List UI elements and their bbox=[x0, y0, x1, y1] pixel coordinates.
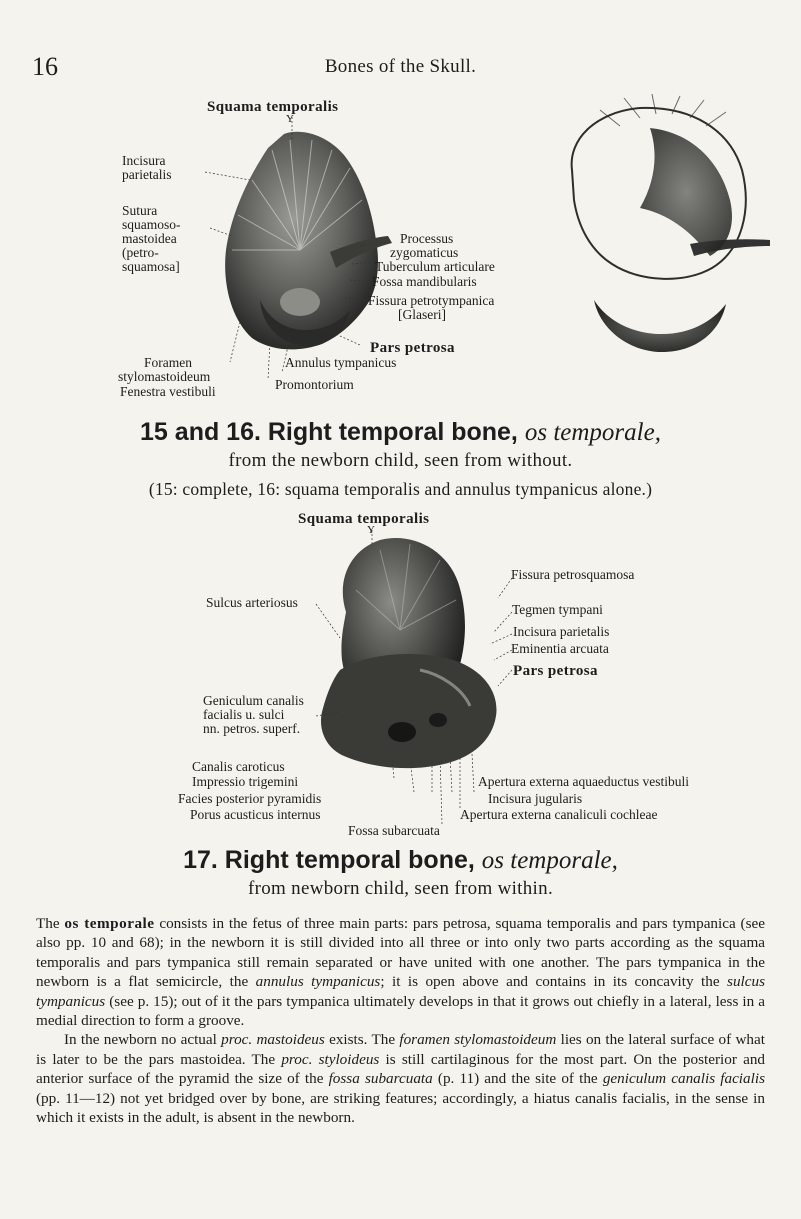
caption-17-main: 17. Right temporal bone, bbox=[183, 846, 475, 874]
fig15-label-sutura-1: Sutura bbox=[122, 203, 158, 218]
p1-term-os-temporale: os temporale bbox=[64, 915, 155, 932]
fig15-label-sutura-2: squamoso- bbox=[122, 217, 181, 232]
body-text bbox=[36, 914, 765, 1127]
p2-text-6: is still cartilaginous for the most part. On the posterior and anterior surface of the pyramid the size of the bbox=[36, 1050, 766, 1088]
fig17-label-sulcus: Sulcus arteriosus bbox=[206, 595, 298, 610]
fig17-pyramid-shape bbox=[321, 654, 497, 768]
p2-text-10: (pp. 11—12) not yet bridged over by bone, are striking features; accordingly, a hiatus canalis facialis, in the sense in which it exists in the adult, is absent in the newborn. bbox=[36, 1089, 765, 1127]
p1-text-4: ; it is open above and contains in its concavity the bbox=[380, 973, 728, 991]
fig17-label-pars-petrosa: Pars petrosa bbox=[513, 663, 598, 679]
fig17-label-apertura-vestibuli: Apertura externa aquaeductus vestibuli bbox=[478, 774, 690, 789]
fig17-label-canalis: Canalis caroticus bbox=[192, 759, 285, 774]
p2-term-proc-styloideus: proc. styloideus bbox=[281, 1050, 380, 1068]
fig17-label-geniculum-1: Geniculum canalis bbox=[203, 693, 304, 708]
figure-17-illustration bbox=[0, 520, 801, 840]
fig15-label-promontorium: Promontorium bbox=[275, 377, 354, 392]
p2-text-0: In the newborn no actual bbox=[64, 1031, 222, 1049]
fig16-squama-fill bbox=[640, 128, 732, 256]
caption-15-16-latin: os temporale, bbox=[524, 419, 661, 446]
p2-text-2: exists. The bbox=[324, 1031, 400, 1049]
fig15-label-foramen-2: stylomastoideum bbox=[118, 369, 211, 384]
caption-17 bbox=[0, 846, 801, 875]
fig17-label-fissura: Fissura petrosquamosa bbox=[511, 567, 635, 582]
fig15-label-sutura-3: mastoidea bbox=[122, 231, 177, 246]
p1-term-annulus: annulus tympanicus bbox=[255, 973, 381, 991]
paragraph-1 bbox=[36, 914, 765, 1030]
fig17-label-impressio: Impressio trigemini bbox=[192, 774, 299, 789]
p2-term-fossa-subarcuata: fossa subarcuata bbox=[328, 1070, 433, 1088]
caption-17-latin: os temporale, bbox=[481, 847, 618, 874]
fig17-label-squama: Squama temporalis bbox=[298, 511, 430, 527]
p1-term-sulcus: sulcus tympanicus bbox=[36, 973, 765, 1010]
fig15-label-fossa: Fossa mandibularis bbox=[372, 274, 477, 289]
p2-term-proc-mastoideus: proc. mastoideus bbox=[221, 1031, 325, 1049]
p1-text-2: consists in the fetus of three main parts: pars petrosa, squama temporalis and pars tympanica (see also pp. 10 and 68); in the newborn it is still divided into all three or into only two parts according as the squama temporalis and pars tympanica still remain separated or have united with one another. The pars tympanica in the newborn is a flat semicircle, the bbox=[36, 915, 765, 991]
fig17-label-incisura-jugularis: Incisura jugularis bbox=[488, 791, 583, 806]
fig15-label-sutura-5: squamosa] bbox=[122, 259, 180, 274]
fig17-label-incisura: Incisura parietalis bbox=[513, 624, 610, 639]
fig15-label-incisura-2: parietalis bbox=[122, 167, 172, 182]
caption-15-16-line3: (15: complete, 16: squama temporalis and annulus tympanicus alone.) bbox=[148, 479, 653, 499]
fig15-label-processus-2: zygomaticus bbox=[390, 245, 459, 260]
fig15-label-y: Y bbox=[286, 113, 294, 125]
fig15-label-squama: Squama temporalis bbox=[207, 99, 339, 115]
p2-text-4: lies on the lateral surface of what is later to be the pars mastoidea. The bbox=[36, 1031, 765, 1068]
fig17-label-eminentia: Eminentia arcuata bbox=[511, 641, 609, 656]
fig15-label-incisura-1: Incisura bbox=[122, 153, 166, 168]
fig17-label-geniculum-3: nn. petros. superf. bbox=[203, 721, 301, 736]
fig17-fossa-subarcuata bbox=[429, 713, 447, 727]
fig17-label-tegmen: Tegmen tympani bbox=[512, 602, 603, 617]
page-number: 16 bbox=[32, 52, 58, 81]
fig16-annulus bbox=[594, 300, 726, 352]
fig15-label-fenestra: Fenestra vestibuli bbox=[120, 384, 216, 399]
p1-text-6: (see p. 15); out of it the pars tympanica ultimately develops in that it grows out chiefly in a lateral, less in a medial direction to form a groove. bbox=[36, 992, 765, 1030]
paragraph-2 bbox=[36, 1030, 765, 1127]
fig17-label-fossa-subarcuata: Fossa subarcuata bbox=[348, 823, 440, 838]
caption-15-16-main: 15 and 16. Right temporal bone, bbox=[140, 418, 518, 446]
fig15-squama-shape bbox=[225, 132, 378, 350]
fig15-promontory bbox=[280, 288, 320, 316]
figure-15-illustration bbox=[0, 0, 801, 420]
fig15-label-sutura-4: (petro- bbox=[122, 245, 159, 260]
fig17-label-porus: Porus acusticus internus bbox=[190, 807, 321, 822]
fig15-label-annulus: Annulus tympanicus bbox=[285, 355, 397, 370]
fig15-label-fissura-1: Fissura petrotympanica bbox=[368, 293, 495, 308]
p1-text-0: The bbox=[36, 915, 65, 932]
p2-text-8: (p. 11) and the site of the bbox=[432, 1070, 603, 1088]
caption-15-16-line2: from the newborn child, seen from without. bbox=[228, 450, 573, 471]
fig17-label-facies: Facies posterior pyramidis bbox=[178, 791, 322, 806]
fig15-label-processus-1: Processus bbox=[400, 231, 454, 246]
caption-17-line2: from newborn child, seen from within. bbox=[247, 878, 553, 899]
running-title: Bones of the Skull. bbox=[324, 56, 477, 77]
fig17-label-geniculum-2: facialis u. sulci bbox=[203, 707, 285, 722]
p2-term-foramen: foramen stylomastoideum bbox=[399, 1031, 557, 1049]
fig15-label-pars-petrosa: Pars petrosa bbox=[370, 340, 455, 356]
fig15-label-foramen-1: Foramen bbox=[144, 355, 192, 370]
fig15-label-tuberculum: Tuberculum articulare bbox=[375, 259, 495, 274]
fig17-porus bbox=[388, 722, 416, 742]
caption-15-16 bbox=[0, 418, 801, 447]
fig17-label-apertura-cochleae: Apertura externa canaliculi cochleae bbox=[460, 807, 658, 822]
p2-term-geniculum: geniculum canalis facialis bbox=[602, 1070, 765, 1088]
fig17-label-y: Y bbox=[367, 524, 375, 536]
fig15-label-fissura-2: [Glaseri] bbox=[398, 307, 446, 322]
